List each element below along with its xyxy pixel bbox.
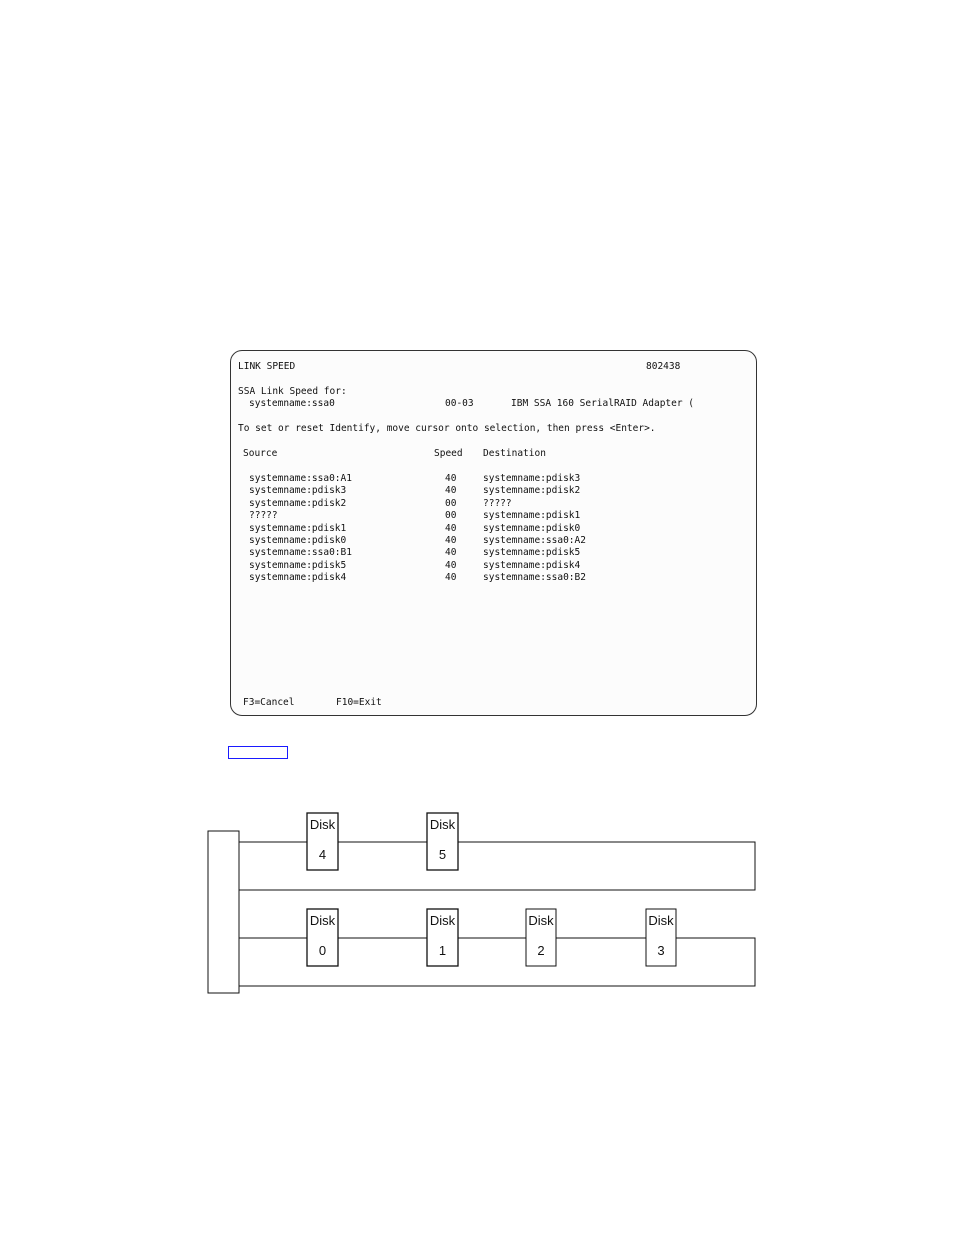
disk-number: 2 [537,943,545,958]
disk-word: Disk [309,817,336,832]
disk-number: 3 [657,943,665,958]
row-speed: 00 [445,510,457,522]
disk-number: 5 [438,847,447,862]
disk-number: 1 [438,943,447,958]
disk-word: Disk [429,817,456,832]
row-source: systemname:pdisk2 [249,497,347,509]
row-speed: 00 [445,497,457,509]
disk-1[interactable] [427,909,458,966]
row-source: systemname:pdisk1 [249,522,347,534]
header-speed: Speed [434,448,463,459]
disk-4[interactable] [307,813,338,870]
device-location: 00-03 [445,398,474,409]
instruction-text: To set or reset Identify, move cursor onto selection, then press <Enter>. [238,423,656,434]
screen-code: 802438 [646,361,681,372]
row-speed: 40 [445,547,457,559]
row-destination: systemname:pdisk5 [483,547,581,559]
header-destination: Destination [483,448,546,459]
row-source: systemname:ssa0:B1 [249,547,352,559]
disk-0[interactable] [307,909,338,966]
f3-cancel-key[interactable]: F3=Cancel [243,697,295,708]
row-destination: ????? [483,497,512,509]
header-source: Source [243,448,278,459]
row-speed: 40 [445,485,457,497]
row-source: systemname:pdisk4 [249,572,347,584]
row-speed: 40 [445,473,457,484]
row-speed: 40 [445,559,457,571]
device-description: IBM SSA 160 SerialRAID Adapter ( [511,398,695,409]
row-destination: systemname:pdisk0 [483,522,581,534]
device-name: systemname:ssa0 [249,398,335,409]
row-destination: systemname:pdisk1 [483,510,581,522]
disk-word: Disk [309,913,336,928]
screen-subtitle: SSA Link Speed for: [238,386,347,397]
disk-3[interactable] [646,909,676,966]
row-destination: systemname:pdisk2 [483,485,581,497]
disk-word: Disk [528,913,554,928]
row-source: systemname:pdisk0 [249,535,347,546]
row-source: systemname:pdisk3 [249,485,347,497]
disk-number: 4 [318,847,327,862]
disk-2[interactable] [526,909,556,966]
row-destination: systemname:pdisk4 [483,559,581,571]
row-speed: 40 [445,572,457,584]
row-destination: systemname:ssa0:B2 [483,572,586,584]
row-source: ????? [249,510,278,522]
disk-word: Disk [429,913,456,928]
f10-exit-key[interactable]: F10=Exit [336,697,382,708]
row-speed: 40 [445,522,457,534]
row-speed: 40 [445,535,457,546]
disk-number: 0 [318,943,327,958]
adapter-box [208,831,239,993]
row-source: systemname:pdisk5 [249,559,347,571]
row-source: systemname:ssa0:A1 [249,473,352,484]
row-destination: systemname:pdisk3 [483,473,581,484]
row-destination: systemname:ssa0:A2 [483,535,586,546]
disk-word: Disk [648,913,674,928]
screen-title: LINK SPEED [238,361,296,372]
disk-5[interactable] [427,813,458,870]
